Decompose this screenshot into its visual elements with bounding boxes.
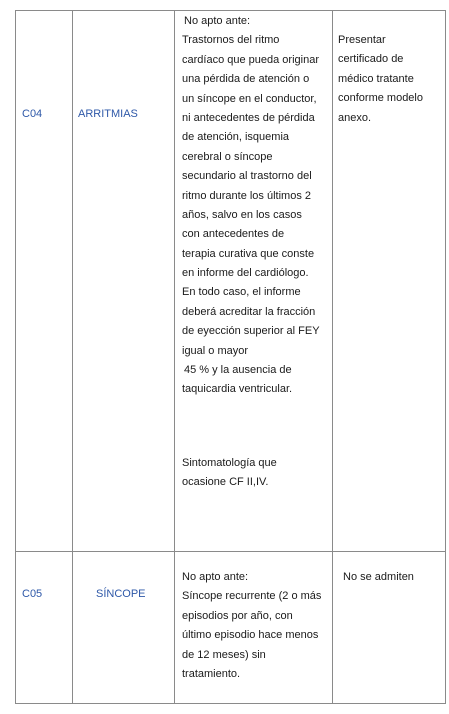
criteria-line: deberá acreditar la fracción xyxy=(182,305,316,318)
row-code: C05 xyxy=(22,588,43,600)
criteria-line: ritmo durante los últimos 2 xyxy=(182,189,311,202)
column-divider xyxy=(174,10,175,704)
criteria-line: igual o mayor xyxy=(182,344,249,357)
criteria-line: años, salvo en los casos xyxy=(182,208,302,221)
criteria-line: 45 % y la ausencia de xyxy=(184,364,292,377)
criteria-line: un síncope en el conductor, xyxy=(182,92,317,105)
row-code: C04 xyxy=(22,108,43,120)
criteria-line: Síncope recurrente (2 o más xyxy=(182,590,322,603)
requirement-line: médico tratante xyxy=(338,72,414,85)
row-divider xyxy=(15,551,446,552)
criteria-line: episodios por año, con xyxy=(182,609,293,622)
criteria-line: terapia curativa que conste xyxy=(182,247,315,260)
table-border-top xyxy=(15,10,446,11)
criteria-line: secundario al trastorno del xyxy=(182,170,312,183)
requirement-line: No se admiten xyxy=(343,571,414,583)
criteria-line: último episodio hace menos xyxy=(182,629,319,642)
criteria-line: No apto ante: xyxy=(182,571,249,583)
spacer xyxy=(182,400,326,454)
table-border-right xyxy=(445,10,446,704)
requirement-line: Presentar xyxy=(338,34,386,46)
requirement-line: certificado de xyxy=(338,53,404,66)
criteria-line: taquicardia ventricular. xyxy=(182,383,293,396)
criteria-line: Trastornos del ritmo xyxy=(182,34,280,47)
requirement-line: conforme modelo xyxy=(338,92,423,105)
requirement-cell xyxy=(338,31,442,128)
column-divider xyxy=(332,10,333,704)
criteria-line: con antecedentes de xyxy=(182,228,285,241)
criteria-table xyxy=(15,10,446,704)
criteria-line: de 12 meses) sin xyxy=(182,648,266,661)
criteria-line: ni antecedentes de pérdida xyxy=(182,111,315,124)
table-border-left xyxy=(15,10,16,704)
row-name: ARRITMIAS xyxy=(78,108,138,120)
criteria-line: cerebral o síncope xyxy=(182,150,273,163)
criteria-cell xyxy=(182,568,326,684)
row-name: SÍNCOPE xyxy=(96,588,146,600)
criteria-line: de atención, isquemia xyxy=(182,131,290,144)
column-divider xyxy=(72,10,73,704)
criteria-line: en informe del cardiólogo. xyxy=(182,267,309,280)
criteria-line: En todo caso, el informe xyxy=(182,286,301,299)
criteria-line: tratamiento. xyxy=(182,667,241,680)
criteria-line: ocasione CF II,IV. xyxy=(182,476,269,489)
criteria-line: Sintomatología que xyxy=(182,456,277,469)
criteria-line: una pérdida de atención o xyxy=(182,73,310,86)
criteria-line: de eyección superior al FEY xyxy=(182,325,320,338)
table-border-bottom xyxy=(15,703,446,704)
requirement-line: anexo. xyxy=(338,111,372,124)
criteria-line: No apto ante: xyxy=(184,15,251,27)
criteria-line: cardíaco que pueda originar xyxy=(182,53,319,66)
requirement-cell xyxy=(343,568,443,587)
criteria-cell xyxy=(182,12,326,493)
